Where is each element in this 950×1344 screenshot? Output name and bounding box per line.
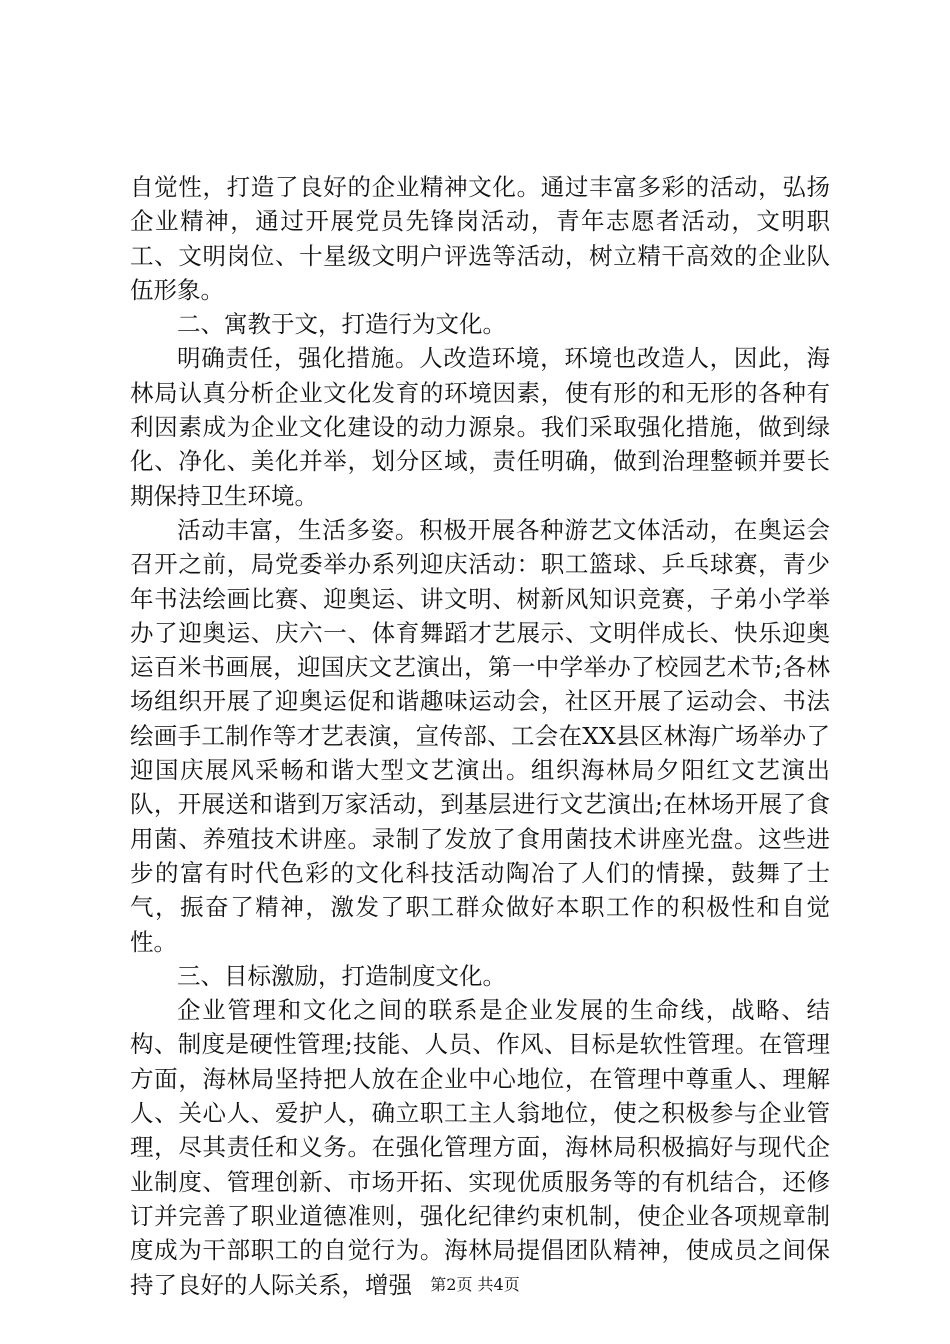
paragraph-6: 企业管理和文化之间的联系是企业发展的生命线，战略、结构、制度是硬性管理;技能、人员、作风、目标是软性管理。在管理方面，海林局坚持把人放在企业中心地位，在管理中尊重人、理解人、关心人、爱护人，确立职工主人翁地位，使之积极参与企业管理，尽其责任和义务。在强化管理方面，海林局积极搞好与现代企业制度、管理创新、市场开拓、实现优质服务等的有机结合，还修订并完善了职业道德准则，强化纪律约束机制，使企业各项规章制度成为干部职工的自觉行为。海林局提倡团队精神，使成员之间保持了良好的人际关系，增强 <box>130 996 830 1299</box>
paragraph-4: 活动丰富，生活多姿。积极开展各种游艺文体活动，在奥运会召开之前，局党委举办系列迎庆活动：职工篮球、乒乓球赛，青少年书法绘画比赛、迎奥运、讲文明、树新风知识竞赛，子弟小学举办了迎奥运、庆六一、体育舞蹈才艺展示、文明伴成长、快乐迎奥运百米书画展，迎国庆文艺演出，第一中学举办了校园艺术节;各林场组织开展了迎奥运促和谐趣味运动会，社区开展了运动会、书法绘画手工制作等才艺表演，宣传部、工会在XX县区林海广场举办了迎国庆展风采畅和谐大型文艺演出。组织海林局夕阳红文艺演出队，开展送和谐到万家活动，到基层进行文艺演出;在林场开展了食用菌、养殖技术讲座。录制了发放了食用菌技术讲座光盘。这些进步的富有时代色彩的文化科技活动陶冶了人们的情操，鼓舞了士气，振奋了精神，激发了职工群众做好本职工作的积极性和自觉性。 <box>130 515 830 956</box>
section-heading-3: 三、目标激励，打造制度文化。 <box>177 961 506 990</box>
page-number-footer: 第2页 共4页 <box>430 1275 520 1294</box>
paragraph-3: 明确责任，强化措施。人改造环境，环境也改造人，因此，海林局认真分析企业文化发育的环境因素，使有形的和无形的各种有利因素成为企业文化建设的动力源泉。我们采取强化措施，做到绿化、净化、美化并举，划分区域，责任明确，做到治理整顿并要长期保持卫生环境。 <box>130 344 830 510</box>
section-heading-2: 二、寓教于文，打造行为文化。 <box>177 310 506 339</box>
paragraph-1: 自觉性，打造了良好的企业精神文化。通过丰富多彩的活动，弘扬企业精神，通过开展党员先锋岗活动，青年志愿者活动，文明职工、文明岗位、十星级文明户评选等活动，树立精干高效的企业队伍形象。 <box>130 173 830 304</box>
document-body <box>130 170 830 1302</box>
